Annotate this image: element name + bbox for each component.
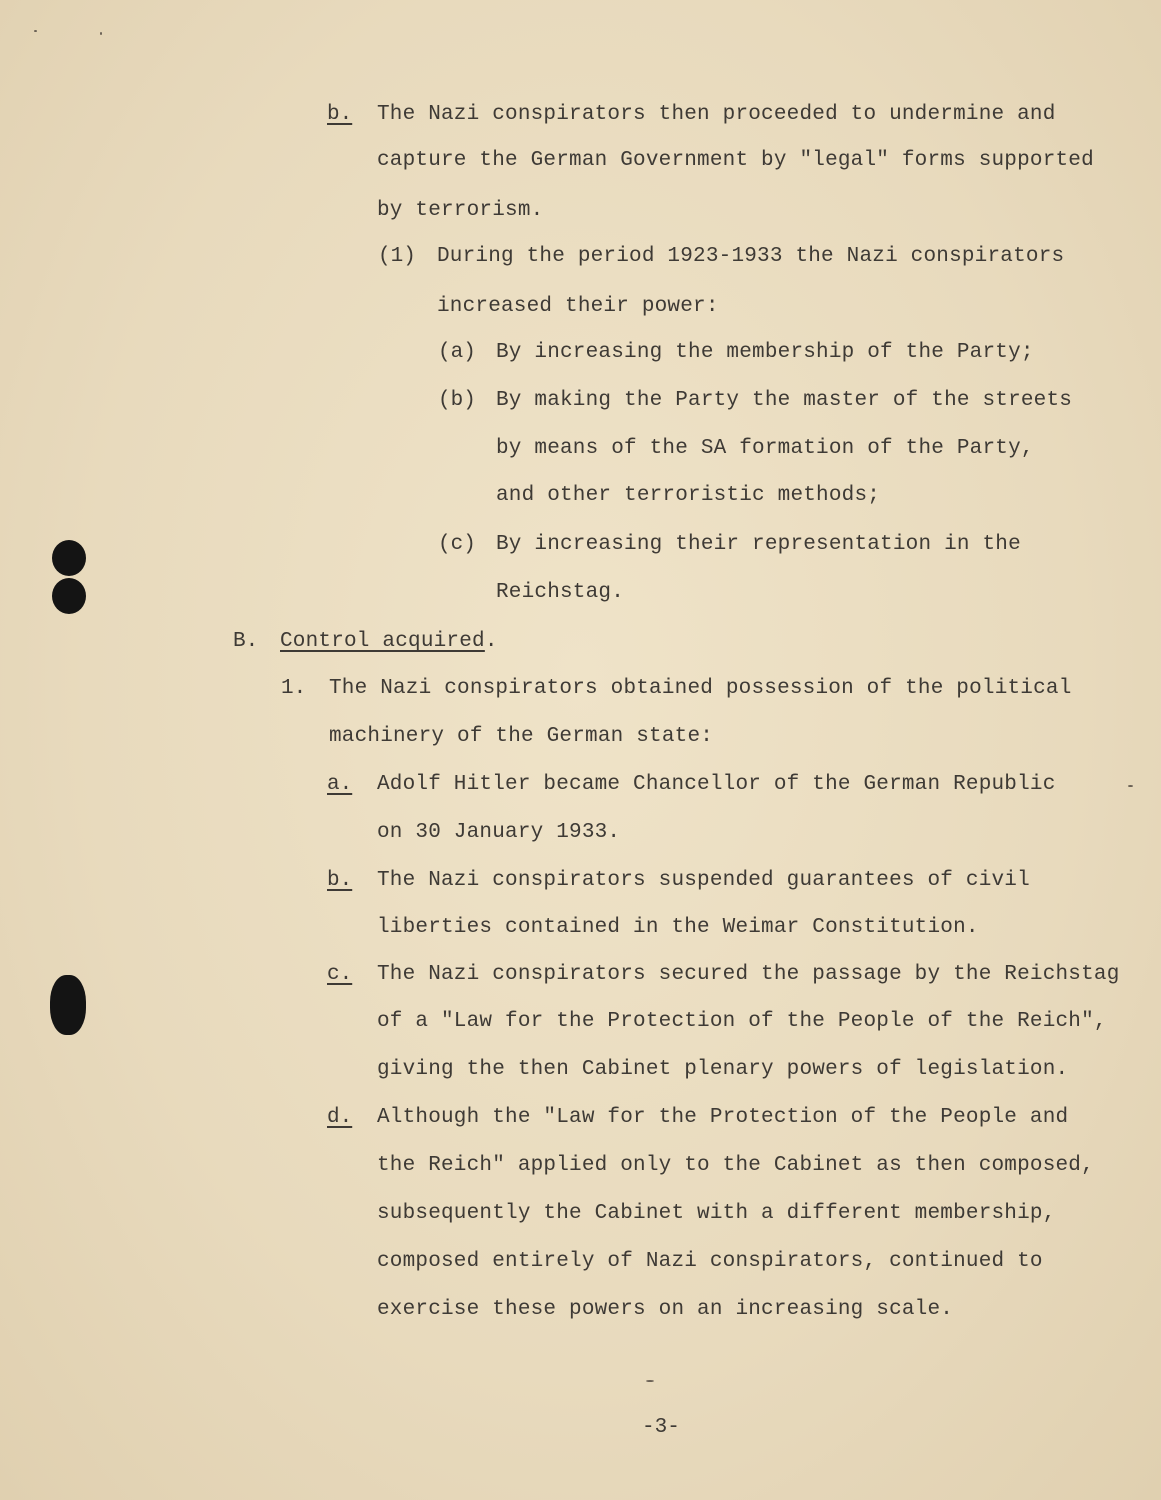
text-line: of a "Law for the Protection of the People of the Reich", xyxy=(377,1010,1107,1033)
section-heading xyxy=(280,629,498,655)
punch-hole-bottom xyxy=(50,975,86,1035)
text-line: Although the "Law for the Protection of the People and xyxy=(377,1106,1069,1129)
paper-speck xyxy=(1128,785,1133,787)
item-c-paren-marker: (c) xyxy=(438,533,476,556)
text-line: exercise these powers on an increasing scale. xyxy=(377,1298,954,1321)
item-b-paren-marker: (b) xyxy=(438,389,476,412)
text-line: The Nazi conspirators suspended guarantees of civil xyxy=(377,869,1030,892)
section-heading-period: . xyxy=(484,630,498,653)
text-line: on 30 January 1933. xyxy=(377,821,621,844)
item-a-marker: (a) xyxy=(438,341,476,364)
item-1-dot-marker: 1. xyxy=(281,677,307,700)
text-line: machinery of the German state: xyxy=(329,725,714,748)
text-line: giving the then Cabinet plenary powers of legislation. xyxy=(377,1058,1069,1081)
text-line: by means of the SA formation of the Party, xyxy=(496,437,1034,460)
item-b-marker: b. xyxy=(327,869,353,892)
item-b-marker: b. xyxy=(327,103,353,126)
text-line: increased their power: xyxy=(437,295,719,318)
item-c-marker: c. xyxy=(327,963,353,986)
text-line: The Nazi conspirators secured the passage by the Reichstag xyxy=(377,963,1120,986)
text-line: The Nazi conspirators obtained possession of the political xyxy=(329,677,1072,700)
text-line: liberties contained in the Weimar Constitution. xyxy=(377,916,979,939)
text-line: Adolf Hitler became Chancellor of the German Republic xyxy=(377,773,1056,796)
item-a-marker: a. xyxy=(327,773,353,796)
text-line: subsequently the Cabinet with a different membership, xyxy=(377,1202,1056,1225)
paper-speck xyxy=(34,30,37,32)
text-line: By increasing the membership of the Party; xyxy=(496,341,1034,364)
item-1-marker: (1) xyxy=(378,245,416,268)
text-line: Reichstag. xyxy=(496,581,625,604)
punch-hole-middle xyxy=(52,578,86,614)
text-line: by terrorism. xyxy=(377,199,544,222)
text-line: During the period 1923-1933 the Nazi conspirators xyxy=(437,245,1065,268)
page-number: -3- xyxy=(642,1416,680,1439)
paper-speck xyxy=(100,32,102,35)
section-B-marker: B. xyxy=(233,630,259,653)
text-line: capture the German Government by "legal" forms supported xyxy=(377,149,1094,172)
text-line: the Reich" applied only to the Cabinet as then composed, xyxy=(377,1154,1094,1177)
text-line: By making the Party the master of the streets xyxy=(496,389,1073,412)
paper-speck xyxy=(646,1380,654,1382)
text-line: composed entirely of Nazi conspirators, continued to xyxy=(377,1250,1043,1273)
item-d-marker: d. xyxy=(327,1106,353,1129)
punch-hole-top xyxy=(52,540,86,576)
text-line: The Nazi conspirators then proceeded to undermine and xyxy=(377,103,1056,126)
text-line: By increasing their representation in the xyxy=(496,533,1021,556)
section-heading-text: Control acquired xyxy=(280,630,485,653)
text-line: and other terroristic methods; xyxy=(496,484,881,507)
